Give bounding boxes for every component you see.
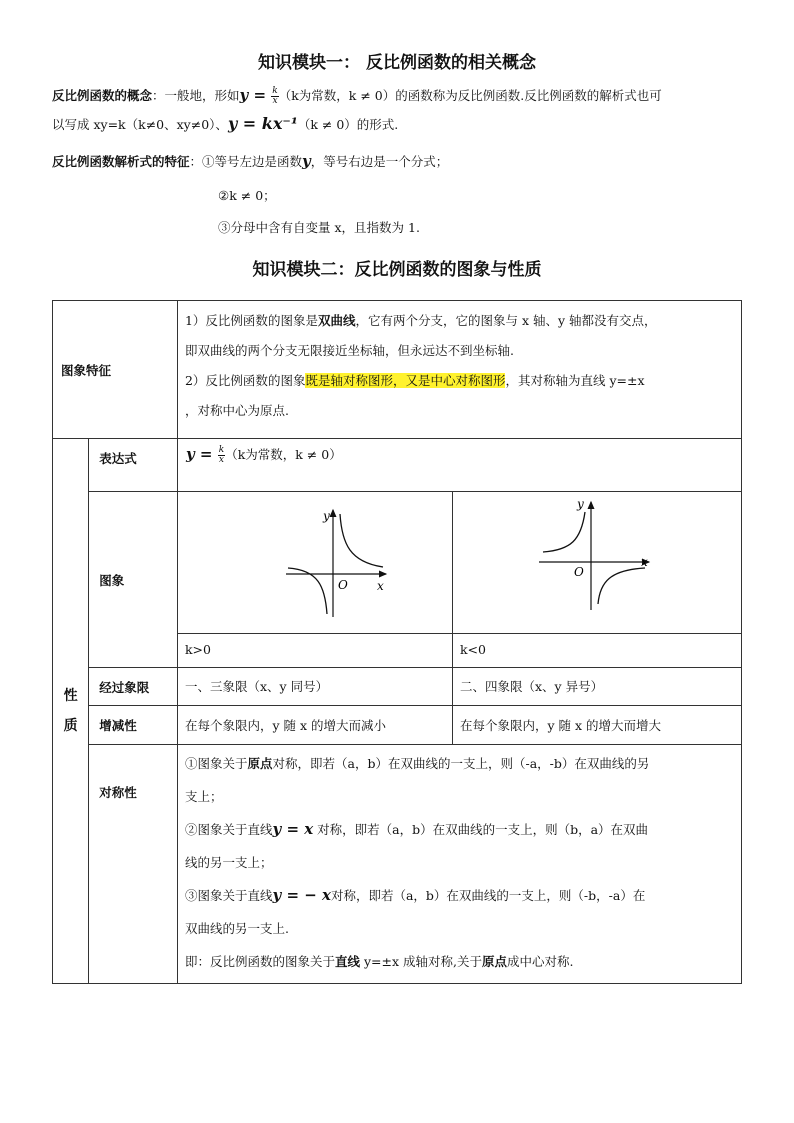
concept-line2-b: （k ≠ 0）的形式.: [297, 117, 399, 132]
monotone-neg: 在每个象限内，y 随 x 的增大而增大: [452, 706, 741, 745]
axis-x-label: x: [376, 579, 384, 593]
property-label-cell: [53, 439, 89, 984]
feature2-b: ，其对称轴为直线 y=±x: [505, 373, 645, 388]
graph-label: 图象: [89, 492, 178, 668]
row-graph: [53, 492, 742, 634]
k-pos-cell: k>0: [177, 634, 452, 668]
sym1-a: ①图象关于: [184, 756, 248, 771]
concept-formula-y: y: [239, 86, 249, 104]
concept-frac-num: k: [272, 86, 278, 96]
row-quadrant: [53, 668, 742, 706]
concept-line2-formula: y = kx⁻¹: [227, 114, 298, 133]
sym1-b: 对称，即若（a，b）在双曲线的一支上，则（-a，-b）在双曲线的另: [272, 756, 650, 771]
quadrant-label: 经过象限: [89, 668, 178, 706]
section2-title: 知识模块二：反比例函数的图象与性质: [252, 260, 542, 280]
graph-k-positive: [178, 492, 452, 630]
feature1-b: ，它有两个分支，它的图象与 x 轴、y 轴都没有交点，: [355, 313, 657, 328]
sym1-bold: 原点: [247, 756, 273, 771]
expr-formula: y =: [185, 445, 218, 463]
sym-summary-bold2: 原点: [482, 954, 508, 969]
feature1-bold: 双曲线: [317, 313, 356, 328]
feature-label: 反比例函数解析式的特征: [52, 154, 190, 169]
property-label: 性质: [63, 688, 78, 734]
symmetry-cell: [177, 745, 741, 984]
feature-item1-a: ：①等号左边是函数: [189, 154, 303, 169]
image-features-cell: [177, 301, 741, 439]
feature-item1-y: y: [302, 152, 311, 170]
row-symmetry: [53, 745, 742, 984]
feature2-line1: [185, 366, 734, 396]
sym3-line2: 双曲线的另一支上.: [184, 921, 289, 936]
graph-pos-cell: [177, 492, 452, 634]
expr-cell: [177, 439, 741, 492]
quadrant-pos: 一、三象限（x、y 同号）: [177, 668, 452, 706]
feature2-line2: ，对称中心为原点.: [184, 403, 289, 418]
sym-summary: [185, 945, 734, 978]
feature-item2: ②k ≠ 0；: [218, 188, 276, 203]
expr-text: （k为常数，k ≠ 0）: [225, 447, 342, 462]
k-neg-cell: k<0: [452, 634, 741, 668]
sym1-line1: [185, 747, 734, 780]
expr-frac-num: k: [218, 445, 225, 455]
concept-line2: [52, 114, 754, 135]
symmetry-label: 对称性: [89, 745, 178, 984]
sym-summary-c: y=±x 成轴对称,关于: [360, 954, 482, 969]
properties-table: [52, 300, 742, 984]
row-monotone: [53, 706, 742, 745]
concept-fraction: [271, 87, 278, 106]
quadrant-neg: 二、四象限（x、y 异号）: [452, 668, 741, 706]
axis-y-label: y: [322, 509, 330, 523]
sym3-b: 对称，即若（a，b）在双曲线的一支上，则（-b，-a）在: [330, 888, 646, 903]
row-image-features: [53, 301, 742, 439]
sym2-b: 对称，即若（a，b）在双曲线的一支上，则（b，a）在双曲: [313, 822, 649, 837]
hyperbola-branch-q4: [598, 568, 645, 604]
expr-label: 表达式: [89, 439, 178, 492]
origin-label: O: [337, 578, 348, 592]
feature-item1-b: ，等号右边是一个分式；: [310, 154, 449, 169]
hyperbola-branch-q3: [288, 568, 327, 614]
sym-summary-d: 成中心对称.: [507, 954, 574, 969]
feature-item3: ③分母中含有自变量 x，且指数为 1.: [218, 220, 420, 235]
concept-formula-eq: =: [248, 86, 272, 104]
expr-frac-den: x: [218, 455, 224, 465]
concept-frac-den: x: [272, 96, 278, 106]
feature1-line1: [185, 306, 734, 336]
axis-x-label: x: [640, 555, 648, 569]
sym2-line2: 线的另一支上；: [184, 855, 273, 870]
graph-neg-cell: [452, 492, 741, 634]
origin-label: O: [573, 565, 584, 579]
axis-y-label: y: [576, 497, 584, 511]
sym2-a: ②图象关于直线: [184, 822, 273, 837]
sym2-formula: y = x: [272, 820, 314, 838]
graph-k-negative: [453, 492, 741, 630]
monotone-label: 增减性: [89, 706, 178, 745]
sym-summary-a: 即：反比例函数的图象关于: [184, 954, 335, 969]
concept-label: 反比例函数的概念: [52, 88, 153, 103]
concept-text-b: （k为常数，k ≠ 0）的函数称为反比例函数.反比例函数的解析式也可: [278, 88, 662, 103]
hyperbola-branch-q2: [543, 512, 585, 552]
feature2-a: 2）反比例函数的图象: [184, 373, 306, 388]
sym3-a: ③图象关于直线: [184, 888, 273, 903]
concept-line2-a: 以写成 xy=k（k≠0、xy≠0）、: [52, 117, 228, 132]
feature1-line2: 即双曲线的两个分支无限接近坐标轴，但永远达不到坐标轴.: [184, 343, 514, 358]
row-image-label: 图象特征: [53, 301, 178, 439]
section1-title: 知识模块一： 反比例函数的相关概念: [258, 53, 536, 73]
feature1-a: 1）反比例函数的图象是: [184, 313, 318, 328]
hyperbola-branch-q1: [340, 514, 383, 567]
concept-line1: [52, 85, 754, 106]
sym2-line1: [185, 813, 734, 846]
sym-summary-bold1: 直线: [335, 954, 361, 969]
sym3-line1: [185, 879, 734, 912]
sym1-line2: 支上；: [184, 789, 223, 804]
row-expression: [53, 439, 742, 492]
concept-text-a: ：一般地，形如: [152, 88, 240, 103]
sym3-formula: y = − x: [272, 886, 331, 904]
feature-line1: [52, 151, 754, 172]
feature2-highlight: 既是轴对称图形，又是中心对称图形: [305, 373, 506, 388]
monotone-pos: 在每个象限内，y 随 x 的增大而减小: [177, 706, 452, 745]
